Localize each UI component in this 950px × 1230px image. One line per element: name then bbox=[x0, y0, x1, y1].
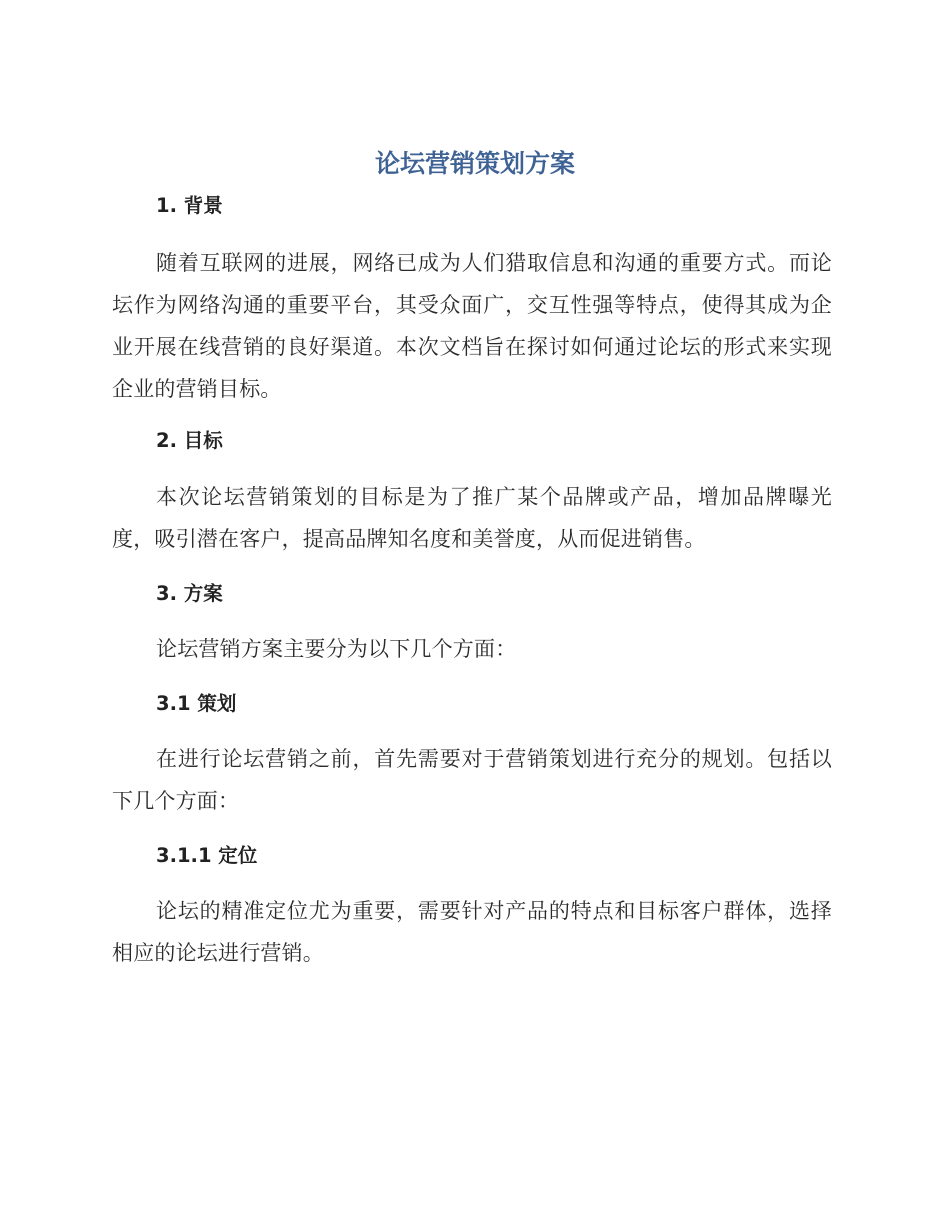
paragraph-goal: 本次论坛营销策划的目标是为了推广某个品牌或产品，增加品牌曝光度，吸引潜在客户，提高品牌知名度和美誉度，从而促进销售。 bbox=[112, 485, 832, 551]
document-title: 论坛营销策划方案 bbox=[374, 149, 575, 178]
section-heading-planning: 3.1 策划 bbox=[156, 692, 237, 715]
paragraph-plan: 论坛营销方案主要分为以下几个方面： bbox=[156, 637, 517, 661]
section-heading-positioning: 3.1.1 定位 bbox=[156, 844, 258, 867]
section-heading-goal: 2. 目标 bbox=[156, 429, 223, 452]
section-heading-background: 1. 背景 bbox=[156, 194, 223, 217]
section-heading-plan: 3. 方案 bbox=[156, 582, 223, 605]
paragraph-background: 随着互联网的进展，网络已成为人们猎取信息和沟通的重要方式。而论坛作为网络沟通的重要平台，其受众面广，交互性强等特点，使得其成为企业开展在线营销的良好渠道。本次文档旨在探讨如何通过论坛的形式来实现企业的营销目标。 bbox=[112, 251, 832, 401]
paragraph-positioning: 论坛的精准定位尤为重要，需要针对产品的特点和目标客户群体，选择相应的论坛进行营销。 bbox=[112, 899, 832, 965]
paragraph-planning: 在进行论坛营销之前，首先需要对于营销策划进行充分的规划。包括以下几个方面： bbox=[112, 747, 832, 813]
